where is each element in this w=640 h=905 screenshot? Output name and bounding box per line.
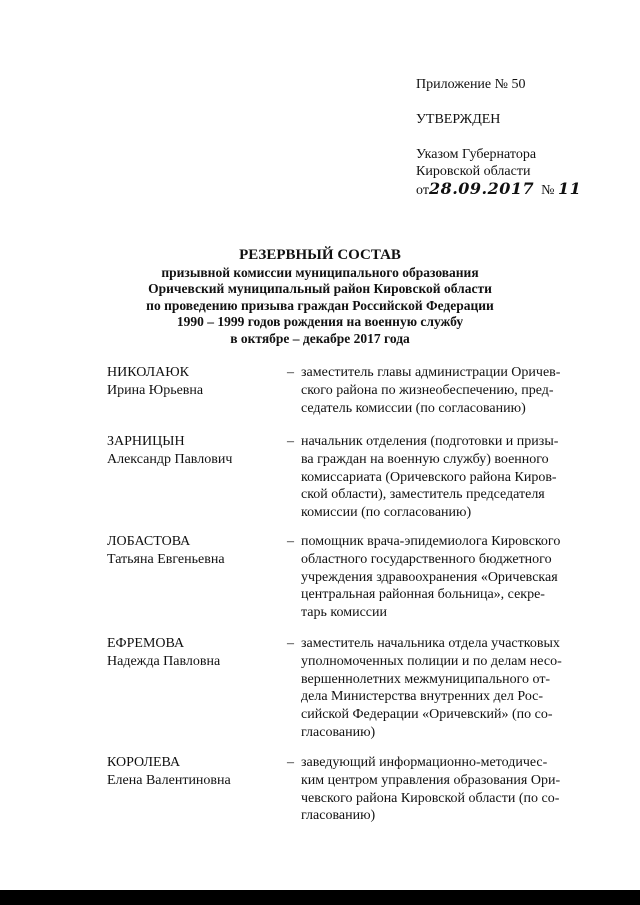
member-surname: ЗАРНИЦЫН	[107, 434, 185, 449]
member-name	[107, 433, 287, 522]
role-line: комиссариата (Оричевского района Киров-	[301, 469, 557, 485]
title-line: по проведению призыва граждан Российской Федерации	[146, 297, 494, 313]
date-prefix: от	[416, 183, 429, 198]
title-main: РЕЗЕРВНЫЙ СОСТАВ	[239, 247, 401, 263]
member-given-name: Александр Павлович	[107, 451, 233, 467]
member-name	[107, 635, 287, 742]
role-line: начальник отделения (подготовки и призы-	[301, 434, 559, 449]
member-surname: КОРОЛЕВА	[107, 755, 181, 770]
member-role	[301, 533, 586, 622]
scan-edge-bar	[0, 890, 640, 905]
member-role	[301, 635, 586, 742]
role-line: вершеннолетних межмуниципального от-	[301, 671, 551, 687]
member-entry	[107, 433, 586, 522]
approved-label: УТВЕРЖДЕН	[416, 112, 501, 127]
title-line: в октябре – декабре 2017 года	[230, 330, 410, 346]
member-surname: НИКОЛАЮК	[107, 365, 189, 380]
member-entry	[107, 754, 586, 825]
role-line: заместитель начальника отдела участковых	[301, 636, 560, 651]
member-name	[107, 533, 287, 622]
member-entry	[107, 635, 586, 742]
member-given-name: Надежда Павловна	[107, 653, 221, 669]
member-role	[301, 754, 586, 825]
number-prefix: №	[541, 183, 555, 198]
role-line: учреждения здравоохранения «Оричевская	[301, 569, 558, 585]
dash: –	[287, 434, 294, 449]
member-name	[107, 364, 287, 417]
role-line: уполномоченных полиции и по делам несо-	[301, 653, 562, 669]
role-line: ва граждан на военную службу) военного	[301, 451, 549, 467]
role-line: заведующий информационно-методичес-	[301, 755, 548, 770]
role-line: дела Министерства внутренних дел Рос-	[301, 689, 544, 705]
member-role	[301, 433, 586, 522]
role-line: областного государственного бюджетного	[301, 551, 552, 567]
member-name	[107, 754, 287, 825]
member-entry	[107, 533, 586, 622]
decree-date-line	[416, 180, 616, 199]
role-line: ского района по жизнеобеспечению, пред-	[301, 382, 554, 398]
member-given-name: Ирина Юрьевна	[107, 382, 204, 398]
dash: –	[287, 534, 294, 549]
role-line: седатель комиссии (по согласованию)	[301, 400, 526, 416]
title-line: 1990 – 1999 годов рождения на военную службу	[176, 314, 464, 330]
decree-line-2: Кировской области	[416, 164, 531, 179]
role-line: заместитель главы администрации Оричев-	[301, 365, 561, 380]
appendix-number: Приложение № 50	[416, 77, 526, 92]
member-given-name: Елена Валентиновна	[107, 772, 231, 788]
role-line: помощник врача-эпидемиолога Кировского	[301, 534, 561, 549]
member-given-name: Татьяна Евгеньевна	[107, 551, 225, 567]
handwritten-date: 28.09.2017	[428, 179, 535, 198]
approval-block	[416, 76, 616, 199]
member-surname: ЛОБАСТОВА	[107, 534, 191, 549]
document-title	[60, 246, 580, 347]
title-line: призывной комиссии муниципального образования	[161, 265, 479, 280]
role-line: гласованию)	[301, 724, 376, 740]
role-line: сийской Федерации «Оричевский» (по со-	[301, 707, 553, 723]
member-entry	[107, 364, 586, 417]
handwritten-number: 11	[558, 179, 582, 198]
dash: –	[287, 636, 294, 651]
role-line: чевского района Кировской области (по со-	[301, 790, 560, 806]
dash: –	[287, 365, 294, 380]
role-line: тарь комиссии	[301, 605, 387, 621]
title-line: Оричевский муниципальный район Кировской области	[148, 281, 492, 297]
role-line: комиссии (по согласованию)	[301, 505, 472, 521]
role-line: ской области), заместитель председателя	[301, 487, 545, 503]
member-surname: ЕФРЕМОВА	[107, 636, 185, 651]
decree-line-1: Указом Губернатора	[416, 147, 537, 162]
role-line: гласованию)	[301, 808, 376, 824]
member-role	[301, 364, 586, 417]
dash: –	[287, 755, 294, 770]
role-line: центральная районная больница», секре-	[301, 587, 545, 603]
role-line: ким центром управления образования Ори-	[301, 772, 561, 788]
